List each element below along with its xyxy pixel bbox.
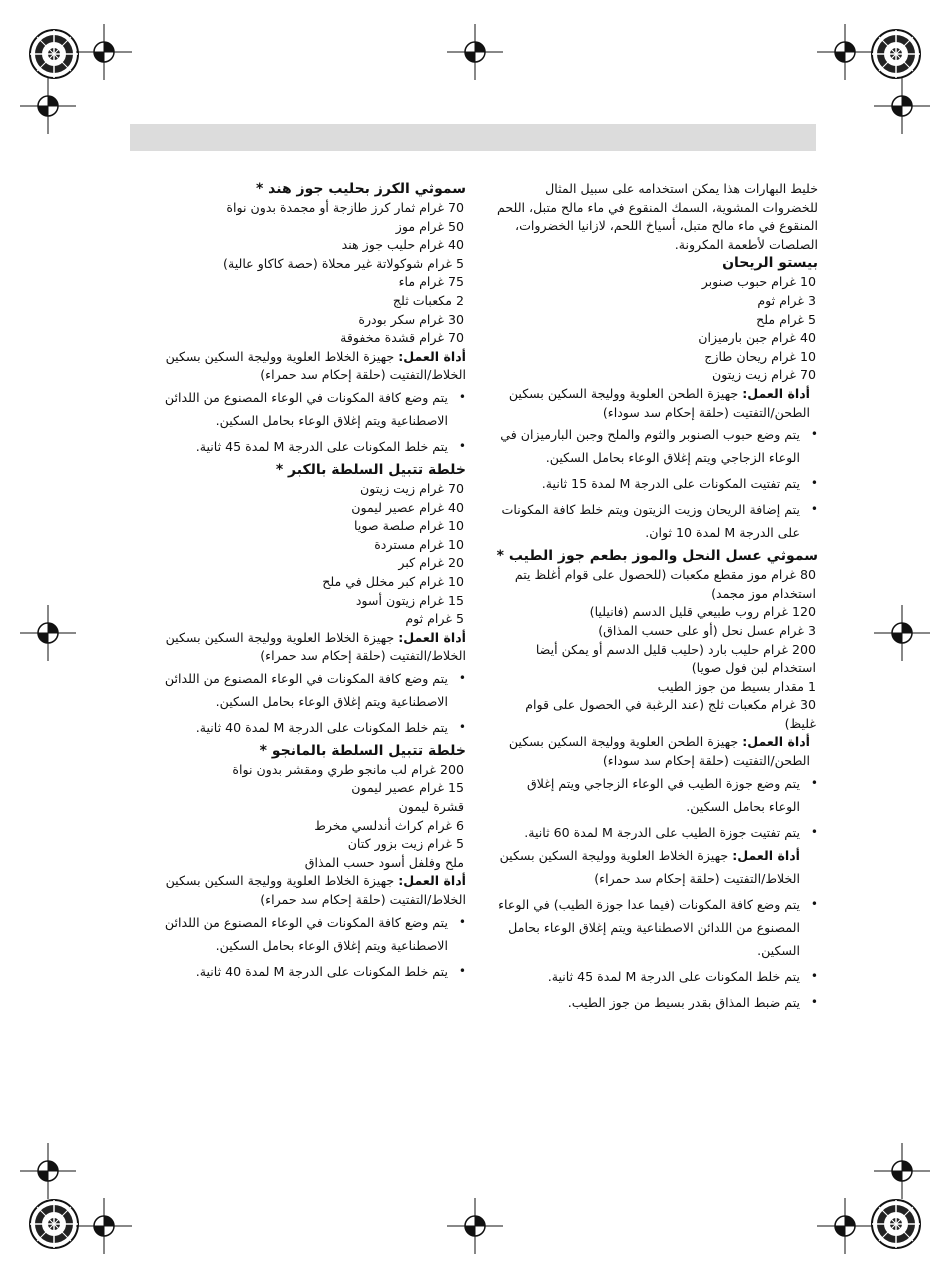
color-rosette-icon [28, 28, 80, 80]
ingredient: 15 غرام زيتون أسود [355, 592, 464, 608]
step-item: • يتم خلط المكونات على الدرجة M لمدة 45 ثانية. [492, 965, 800, 988]
color-rosette-icon [28, 1198, 80, 1250]
registration-mark-icon [874, 1143, 930, 1199]
ingredient: 75 غرام ماء [398, 274, 464, 290]
registration-mark-icon [20, 1143, 76, 1199]
ingredient-list [492, 566, 818, 733]
ingredient: 5 غرام زيت بزور كتان [347, 836, 464, 852]
tool-text: جهيزة الخلاط العلوية ووليجة السكين بسكين الخلاط/التفتيت (حلقة إحكام سد حمراء) [165, 873, 466, 908]
tool-text: جهيزة الخلاط العلوية ووليجة السكين بسكين الخلاط/التفتيت (حلقة إحكام سد حمراء) [499, 847, 800, 886]
ingredient-list [162, 761, 466, 873]
ingredient: 10 غرام كبر مخلل في ملح [322, 573, 464, 589]
ingredient: 200 غرام حليب بارد (حليب قليل الدسم أو يمكن أيضا استخدام لبن فول صويا) [535, 641, 816, 676]
registration-mark-icon [20, 78, 76, 134]
recipe-title: بيستو الريحان [722, 255, 818, 272]
ingredient: 5 غرام ملح [756, 311, 816, 327]
step-list [162, 911, 466, 983]
ingredient: 6 غرام كراث أندلسي مخرط [314, 817, 464, 833]
step-item: • يتم وضع كافة المكونات في الوعاء المصنوع من اللدائن الاصطناعية ويتم إغلاق الوعاء بحامل السكين. [162, 911, 448, 957]
tool-text: جهيزة الخلاط العلوية ووليجة السكين بسكين الخلاط/التفتيت (حلقة إحكام سد حمراء) [165, 629, 466, 664]
ingredient: ملح وفلفل أسود حسب المذاق [304, 854, 464, 870]
registration-mark-icon [874, 605, 930, 661]
ingredient: 3 غرام عسل نحل (أو على حسب المذاق) [598, 622, 816, 638]
recipe-title: خلطة تتبيل السلطة بالمانجو * [259, 742, 466, 759]
ingredient: 70 غرام زيت زيتون [712, 367, 816, 383]
step-item: • يتم وضع جوزة الطيب في الوعاء الزجاجي ويتم إغلاق الوعاء بحامل السكين. [492, 772, 800, 818]
color-rosette-icon [870, 28, 922, 80]
registration-mark-icon [76, 1198, 132, 1254]
tool-description [492, 733, 818, 770]
tool-text: جهيزة الطحن العلوية ووليجة السكين بسكين الطحن/التفتيت (حلقة إحكام سد سوداء) [508, 385, 810, 420]
step-item [492, 821, 800, 890]
ingredient: 3 غرام ثوم [757, 292, 816, 308]
tool-description [492, 385, 818, 422]
step-list [492, 423, 818, 544]
tool-label: أداة العمل: [398, 348, 466, 364]
tool-description [162, 629, 466, 666]
registration-mark-icon [20, 605, 76, 661]
tool-text: جهيزة الطحن العلوية ووليجة السكين بسكين الطحن/التفتيت (حلقة إحكام سد سوداء) [508, 734, 810, 769]
tool-label: أداة العمل: [398, 873, 466, 889]
ingredient: 10 غرام حبوب صنوبر [701, 274, 816, 290]
step-text: يتم تفتيت جوزة الطيب على الدرجة M لمدة 60 ثانية. [524, 824, 800, 840]
step-item: • يتم ضبط المذاق بقدر بسيط من جوز الطيب. [492, 991, 800, 1014]
color-rosette-icon [870, 1198, 922, 1250]
ingredient: 200 غرام لب مانجو طري ومقشر بدون نواة [232, 761, 464, 777]
step-item: • يتم وضع كافة المكونات في الوعاء المصنوع من اللدائن الاصطناعية ويتم إغلاق الوعاء بحامل السكين. [162, 667, 448, 713]
ingredient: 80 غرام موز مقطع مكعبات (للحصول على قوام أغلظ يتم استخدام موز مجمد) [514, 567, 816, 601]
ingredient-list [162, 199, 466, 348]
step-item: • يتم خلط المكونات على الدرجة M لمدة 45 ثانية. [162, 435, 448, 458]
ingredient: 20 غرام كبر [398, 555, 464, 571]
ingredient: قشرة ليمون [398, 799, 464, 815]
step-item: • يتم خلط المكونات على الدرجة M لمدة 40 ثانية. [162, 960, 448, 983]
ingredient: 70 غرام ثمار كرز طازجة أو مجمدة بدون نواة [226, 200, 464, 215]
tool-label: أداة العمل: [742, 385, 810, 401]
recipe-title: سموثي عسل النحل والموز بطعم جوز الطيب * [496, 548, 818, 565]
ingredient: 50 غرام موز [395, 218, 464, 234]
step-item: • يتم وضع كافة المكونات في الوعاء المصنوع من اللدائن الاصطناعية ويتم إغلاق الوعاء بحامل السكين. [162, 386, 448, 432]
ingredient: 5 غرام شوكولاتة غير محلاة (حصة كاكاو عالية) [223, 255, 464, 271]
step-item: • يتم تفتيت المكونات على الدرجة M لمدة 15 ثانية. [492, 472, 800, 495]
ingredient: 10 غرام مستردة [374, 536, 464, 552]
step-item: • يتم وضع حبوب الصنوبر والثوم والملح وجبن البارميزان في الوعاء الزجاجي ويتم إغلاق الوعاء بحامل السكين. [492, 423, 800, 469]
tool-description [162, 872, 466, 909]
recipe-title: خلطة تتبيل السلطة بالكبر * [275, 461, 466, 478]
left-column [162, 180, 466, 986]
ingredient: 10 غرام صلصة صويا [354, 518, 464, 534]
registration-mark-icon [817, 1198, 873, 1254]
registration-mark-icon [447, 24, 503, 80]
ingredient: 120 غرام روب طبيعي قليل الدسم (فانيليا) [589, 604, 816, 620]
ingredient: 5 غرام ثوم [405, 611, 464, 627]
ingredient: 10 غرام ريحان طازج [704, 348, 816, 364]
ingredient: 40 غرام عصير ليمون [351, 499, 464, 515]
step-item: • يتم خلط المكونات على الدرجة M لمدة 40 ثانية. [162, 716, 448, 739]
ingredient-list [492, 273, 818, 385]
ingredient: 30 غرام مكعبات ثلج (عند الرغبة في الحصول على قوام غليظ) [525, 697, 816, 731]
registration-mark-icon [874, 78, 930, 134]
ingredient: 40 غرام حليب جوز هند [341, 237, 464, 253]
step-list [162, 667, 466, 739]
tool-label: أداة العمل: [732, 847, 800, 863]
step-item: • يتم وضع كافة المكونات (فيما عدا جوزة الطيب) في الوعاء المصنوع من اللدائن الاصطناعية ويتم إغلاق الوعاء بحامل السكين. [492, 893, 800, 962]
ingredient: 70 غرام قشدة مخفوقة [340, 330, 464, 346]
registration-mark-icon [76, 24, 132, 80]
recipe-title: سموثي الكرز بحليب جوز هند * [255, 181, 466, 197]
ingredient: 15 غرام عصير ليمون [351, 780, 464, 796]
tool-description [162, 348, 466, 385]
right-column [492, 180, 818, 1017]
tool-text: جهيزة الخلاط العلوية ووليجة السكين بسكين الخلاط/التفتيت (حلقة إحكام سد حمراء) [165, 348, 466, 383]
ingredient: 1 مقدار بسيط من جوز الطيب [657, 678, 816, 694]
tool-label: أداة العمل: [742, 734, 810, 750]
ingredient-list [162, 480, 466, 629]
header-bar [130, 124, 816, 151]
step-list [492, 772, 818, 1014]
tool-label: أداة العمل: [398, 629, 466, 645]
ingredient: 70 غرام زيت زيتون [360, 480, 464, 496]
step-item: • يتم إضافة الريحان وزيت الزيتون ويتم خلط كافة المكونات على الدرجة M لمدة 10 ثوان. [492, 498, 800, 544]
step-list [162, 386, 466, 458]
registration-mark-icon [817, 24, 873, 80]
intro-paragraph: خليط البهارات هذا يمكن استخدامه على سبيل المثال للخضروات المشوية، السمك المنقوع في ماء مالح متبل، اللحم المنقوع في ماء مالح متبل، أسياخ اللحم، لازانيا الخضروات، الصلصات لأطعمة المكرونة. [497, 181, 818, 252]
ingredient: 40 غرام جبن بارميزان [698, 330, 816, 346]
ingredient: 2 مكعبات ثلج [392, 292, 464, 308]
registration-mark-icon [447, 1198, 503, 1254]
ingredient: 30 غرام سكر بودرة [358, 311, 464, 327]
